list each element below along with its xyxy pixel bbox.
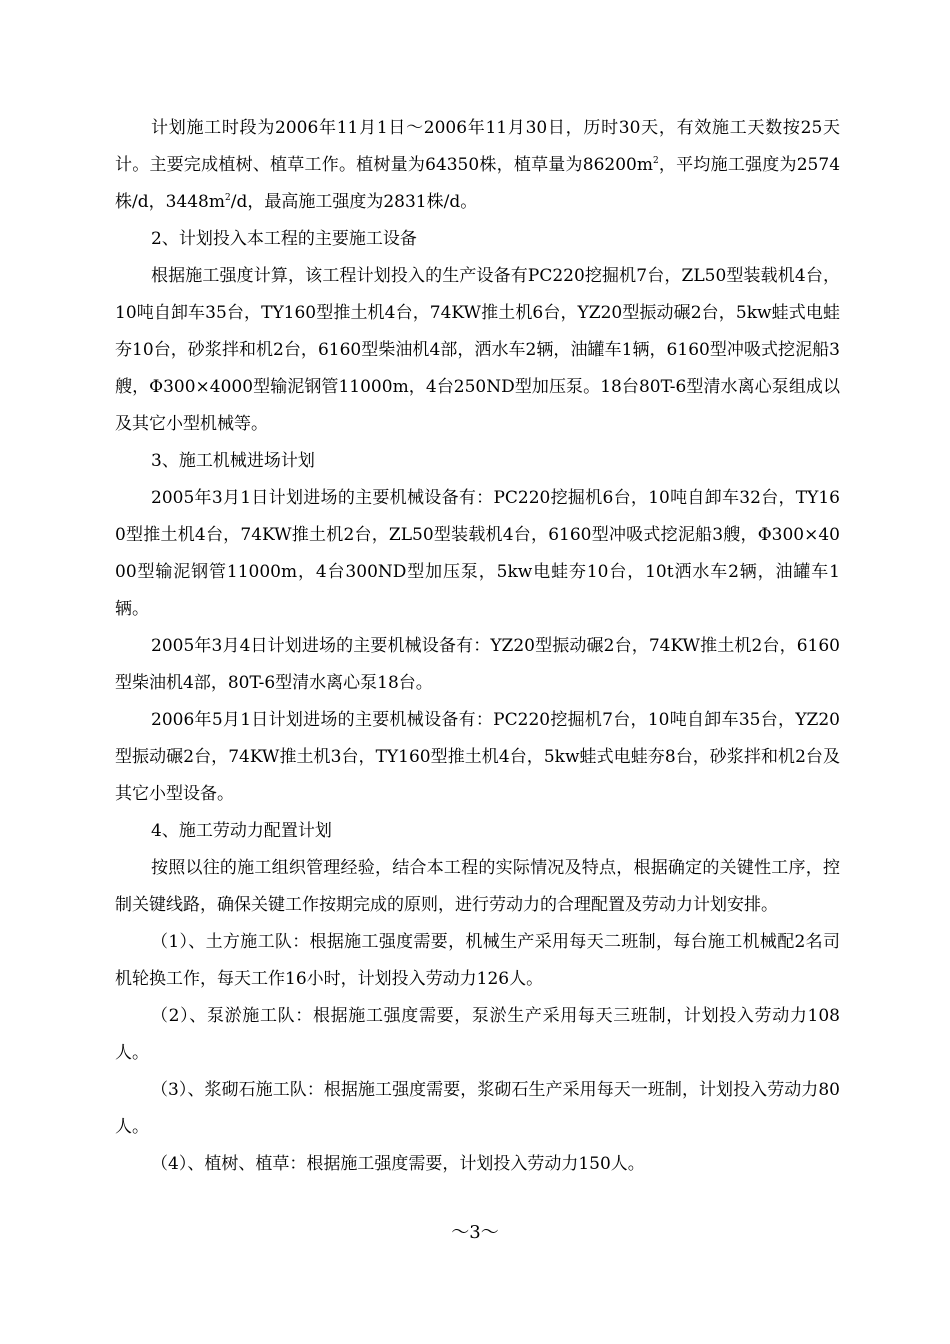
paragraph-labor-principle: 按照以往的施工组织管理经验，结合本工程的实际情况及特点，根据确定的关键性工序，控制关键线路，确保关键工作按期完成的原则，进行劳动力的合理配置及劳动力计划安排。 [115,858,840,915]
paragraph-earthwork-team: （1）、土方施工队：根据施工强度需要，机械生产采用每天二班制，每台施工机械配2名司机轮换工作，每天工作16小时，计划投入劳动力126人。 [115,932,840,989]
heading-main-equipment: 2、计划投入本工程的主要施工设备 [151,229,417,249]
paragraph-planting-schedule: 计划施工时段为2006年11月1日～2006年11月30日，历时30天，有效施工天数按25天计。主要完成植树、植草工作。植树量为64350株，植草量为$86200m^2$，平均施工强度为2574株/d，$3448m^2/d$，最高施工强度为2831株/d。 [115,118,841,212]
paragraph-arrival-2005-03-01: 2005年3月1日计划进场的主要机械设备有：PC220挖掘机6台，10吨自卸车32台，TY160型推土机4台，74KW推土机2台，ZL50型装载机4台，6160型冲吸式挖泥船3艘，Φ300×4000型输泥钢管11000m，4台300ND型加压泵，5kw电蛙夯10台，10t洒水车2辆，油罐车1辆。 [115,488,840,619]
paragraph-arrival-2005-03-04: 2005年3月4日计划进场的主要机械设备有：YZ20型振动碾2台，74KW推土机2台，6160型柴油机4部，80T-6型清水离心泵18台。 [115,636,840,693]
heading-labor-plan: 4、施工劳动力配置计划 [151,821,332,841]
paragraph-equipment-list: 根据施工强度计算，该工程计划投入的生产设备有PC220挖掘机7台，ZL50型装载机4台，10吨自卸车35台，TY160型推土机4台，74KW推土机6台，YZ20型振动碾2台，5kw蛙式电蛙夯10台，砂浆拌和机2台，6160型柴油机4部，洒水车2辆，油罐车1辆，6160型冲吸式挖泥船3艘，Φ300×4000型输泥钢管11000m，4台250ND型加压泵。18台80T-6型清水离心泵组成以及其它小型机械等。 [115,266,840,434]
paragraph-planting-team: （4）、植树、植草：根据施工强度需要，计划投入劳动力150人。 [151,1154,645,1174]
paragraph-masonry-team: （3）、浆砌石施工队：根据施工强度需要，浆砌石生产采用每天一班制，计划投入劳动力80人。 [115,1080,840,1137]
page-number: ～3～ [451,1222,499,1243]
document-body [115,110,840,1183]
heading-equipment-arrival: 3、施工机械进场计划 [151,451,315,471]
paragraph-arrival-2006-05-01: 2006年5月1日计划进场的主要机械设备有：PC220挖掘机7台，10吨自卸车35台，YZ20型振动碾2台，74KW推土机3台，TY160型推土机4台，5kw蛙式电蛙夯8台，砂浆拌和机2台及其它小型设备。 [115,710,840,804]
paragraph-dredging-team: （2）、泵淤施工队：根据施工强度需要，泵淤生产采用每天三班制，计划投入劳动力108人。 [115,1006,840,1063]
